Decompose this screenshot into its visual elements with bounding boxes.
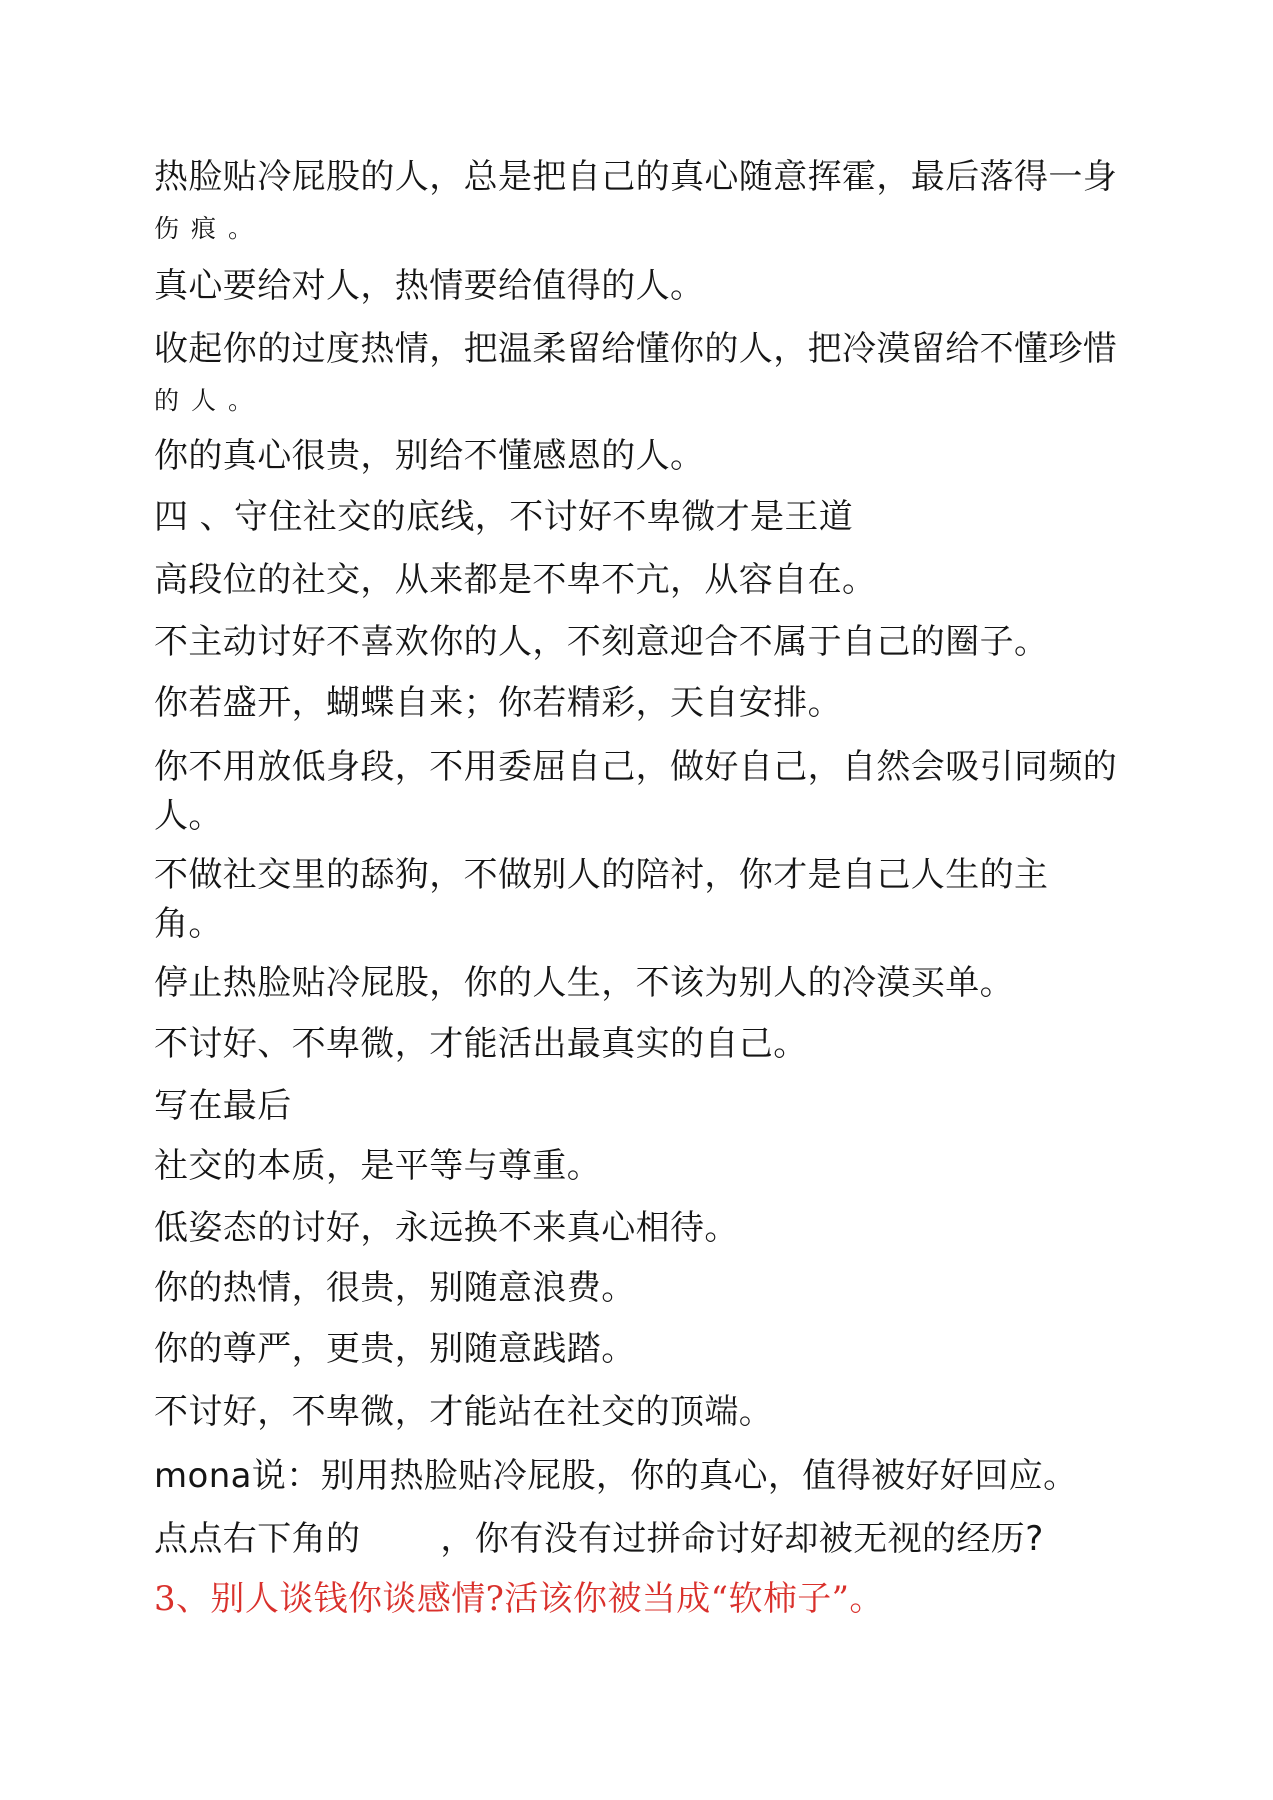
- call-to-action: [154, 1517, 1044, 1561]
- paragraph-line: 收起你的过度热情，把温柔留给懂你的人，把冷漠留给不懂珍惜: [154, 329, 1118, 369]
- paragraph-line: 人。: [154, 796, 223, 836]
- paragraph-line: 你的热情，很贵，别随意浪费。: [154, 1268, 636, 1308]
- paragraph-line: 社交的本质，是平等与尊重。: [154, 1146, 602, 1186]
- section-heading: 四 、守住社交的底线，不讨好不卑微才是王道: [154, 497, 854, 537]
- paragraph-line: 你不用放低身段，不用委屈自己，做好自己，自然会吸引同频的: [154, 747, 1118, 787]
- paragraph-line: 伤痕。: [154, 214, 266, 243]
- paragraph-line: 你若盛开，蝴蝶自来；你若精彩，天自安排。: [154, 683, 842, 723]
- paragraph-line: 角。: [154, 904, 223, 944]
- call-to-action-end: ，你有没有过拼命讨好却被无视的经历?: [440, 1519, 1044, 1559]
- author-note: mona说：别用热脸贴冷屁股，你的真心，值得被好好回应。: [154, 1456, 1078, 1496]
- paragraph-line: 热脸贴冷屁股的人，总是把自己的真心随意挥霍，最后落得一身: [154, 157, 1118, 197]
- call-to-action-start: 点点右下角的: [154, 1519, 361, 1559]
- paragraph-line: 真心要给对人，热情要给值得的人。: [154, 266, 705, 306]
- related-article-title: 3、别人谈钱你谈感情?活该你被当成“软柿子”。: [154, 1579, 884, 1619]
- paragraph-line: 高段位的社交，从来都是不卑不亢，从容自在。: [154, 560, 877, 600]
- paragraph-line: 你的真心很贵，别给不懂感恩的人。: [154, 436, 705, 476]
- paragraph-line: 不讨好，不卑微，才能站在社交的顶端。: [154, 1392, 774, 1432]
- paragraph-line: 不做社交里的舔狗，不做别人的陪衬，你才是自己人生的主: [154, 855, 1049, 895]
- paragraph-line: 停止热脸贴冷屁股，你的人生，不该为别人的冷漠买单。: [154, 963, 1014, 1003]
- paragraph-line: 不主动讨好不喜欢你的人，不刻意迎合不属于自己的圈子。: [154, 622, 1049, 662]
- paragraph-line: 低姿态的讨好，永远换不来真心相待。: [154, 1208, 739, 1248]
- paragraph-line: 不讨好、不卑微，才能活出最真实的自己。: [154, 1024, 808, 1064]
- section-heading: 写在最后: [154, 1086, 292, 1126]
- paragraph-line: 的人。: [154, 386, 266, 415]
- paragraph-line: 你的尊严，更贵，别随意践踏。: [154, 1329, 636, 1369]
